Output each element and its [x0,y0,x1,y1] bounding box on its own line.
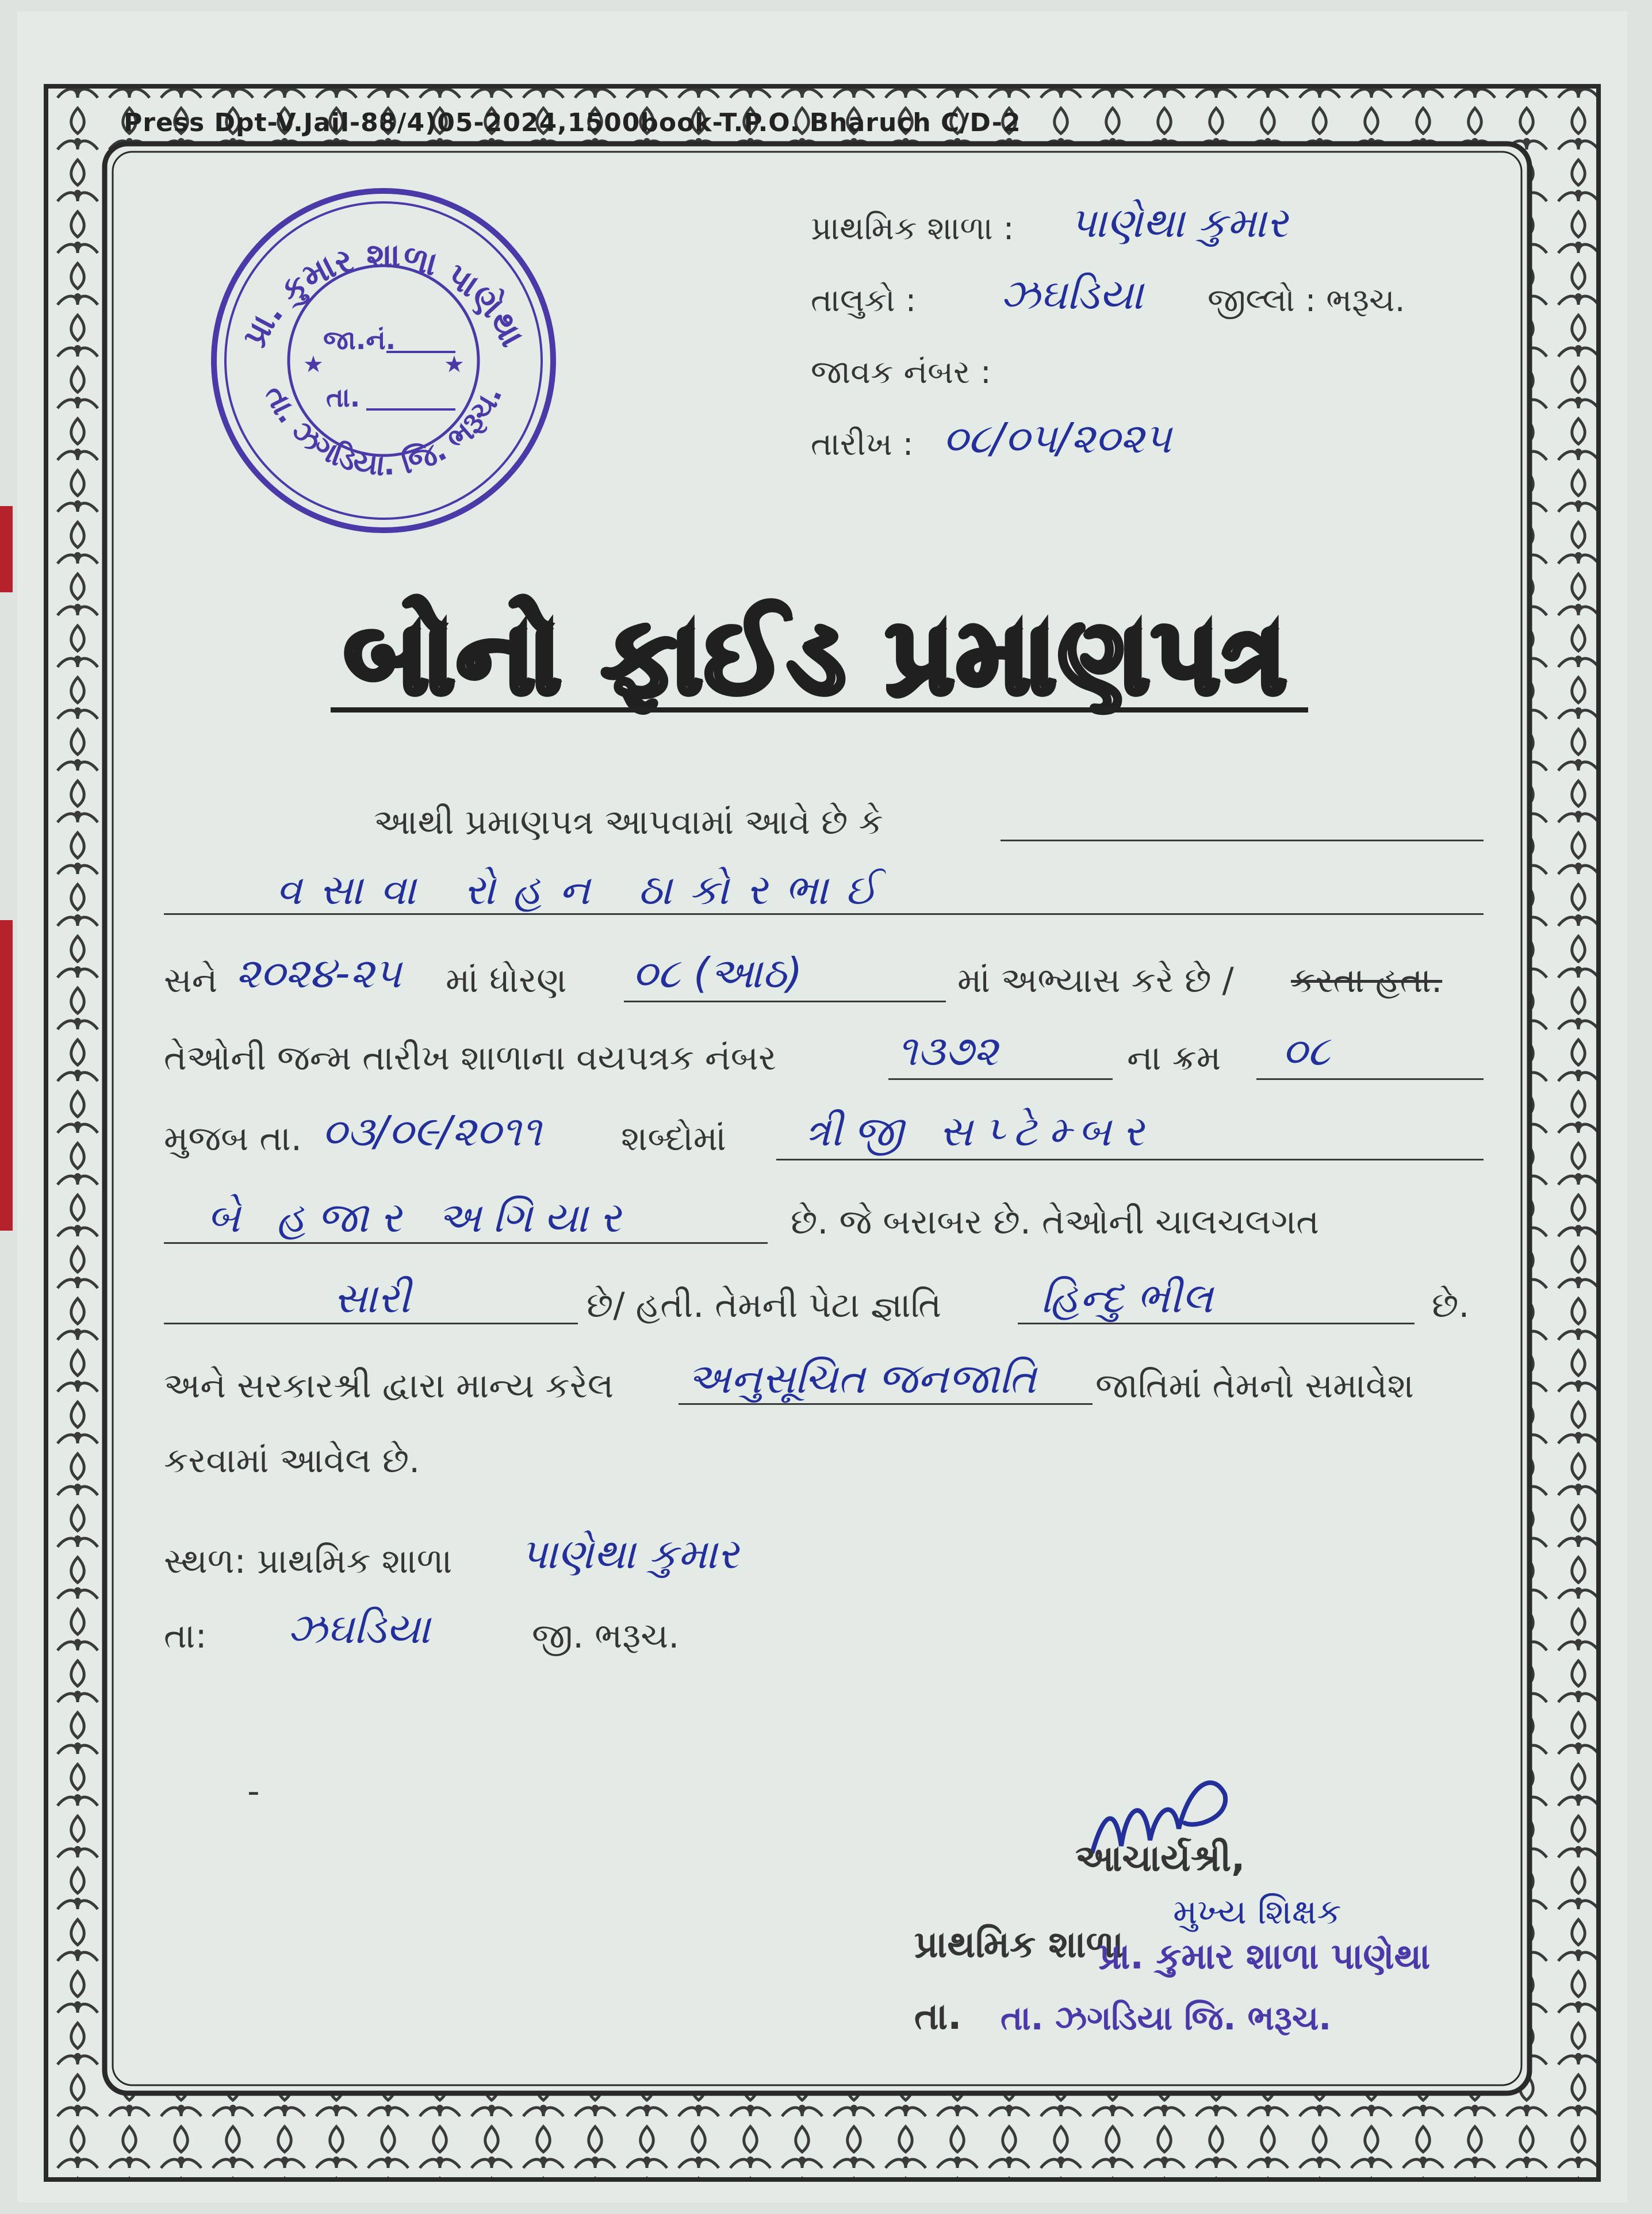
title-underline [331,707,1308,713]
dob-words-1: ત્રીજી સપ્ટેમ્બર [805,1107,1156,1155]
head-teacher-label: મુખ્ય શિક્ષક [1173,1892,1341,1932]
sign-school-stamp: પ્રા. કુમાર શાળા પાણેથા [1098,1935,1431,1977]
date-label: તારીખ : [811,426,914,463]
place-taluka-label: તા: [164,1616,207,1656]
place-taluka-value: ઝઘડિયા [288,1604,431,1653]
dob-value: ૦૩/૦૯/૨૦૧૧ [322,1107,542,1155]
seal-top-text: પ્રા. કુમાર શાળા પાણેથા [235,236,532,353]
stray-dash: - [247,1771,260,1811]
correct-text: છે. જે બરાબર છે. તેઓની ચાલચલગત [791,1202,1320,1242]
category-value: અનુસૂચિત જનજાતિ [687,1354,1037,1403]
sign-school-label: પ્રાથમિક શાળા [914,1924,1124,1966]
taluka-label: તાલુકો : [811,282,917,319]
mujab-label: મુજબ તા. [164,1119,302,1159]
seal-bottom-text: તા. ઝગડિયા. જિ. ભરૂચ. [257,380,509,483]
struck-text: કરતા હતા. [1291,960,1443,1001]
sign-ta-stamp: તા. ઝગડિયા જિ. ભરૂચ. [1001,1998,1332,2037]
outward-label: જાવક નંબર : [811,354,991,391]
school-seal [208,185,559,536]
final-line: કરવામાં આવેલ છે. [164,1441,420,1481]
std-label: માં ધોરણ [446,960,567,1001]
kram-label: ના ક્રમ [1127,1038,1221,1078]
district-label: જીલ્લો : ભરૂચ. [1208,282,1405,319]
study-text: માં અભ્યાસ કરે છે / [957,960,1234,1001]
year-prefix: સને [164,960,218,1001]
taluka-value: ઝઘડિયા [1001,270,1144,319]
dob-text: તેઓની જન્મ તારીખ શાળાના વયપત્રક નંબર [164,1038,776,1078]
place-value: પાણેથા કુમાર [520,1530,739,1578]
acharya-label: આચાર્યશ્રી, [1075,1837,1245,1880]
std-value: ૦૮ (આઠ) [633,949,803,997]
school-label: પ્રાથમિક શાળા : [811,210,1014,247]
date-value: ૦૮/૦૫/૨૦૨૫ [943,414,1172,462]
seal-star-icon: ★ [303,351,324,378]
year-value: ૨૦૨૪-૨૫ [236,949,402,997]
seal-star-icon: ★ [444,351,465,378]
title-text: બોનો ફાઈડ પ્રમાણપત્ર [344,595,1289,717]
in-words-label: શબ્દોમાં [621,1119,726,1159]
student-name: વસાવા રોહન ઠાકોરભાઈ [276,865,895,914]
place-label: સ્થળ: પ્રાથમિક શાળા [164,1541,453,1581]
register-no: ૧૩૭૨ [897,1026,998,1075]
subcaste-value: હિન્દુ ભીલ [1041,1274,1213,1322]
dob-words-2: બે હજાર અગિયાર [207,1193,633,1242]
subcaste-suffix: છે. [1432,1285,1470,1326]
body-line-1: આથી પ્રમાણપત્ર આપવામાં આવે છે કે [374,802,883,842]
conduct-suffix: છે/ હતી. તેમની પેટા જ્ઞાતિ [587,1285,942,1326]
conduct-value: સારી [334,1274,411,1322]
place-district: જી. ભરૂચ. [532,1616,680,1656]
press-line: Press Dpt-V.Jail-88/4)05-2024,1500book-T.P.O. Bharuch C/D-2 [124,108,1021,137]
seal-jan-label: જા.નં. [323,324,396,355]
sign-ta-label: તા. [914,1995,962,2038]
govt-suffix: જાતિમાં તેમનો સમાવેશ [1095,1366,1414,1406]
school-value: પાણેથા કુમાર [1070,198,1288,247]
certificate-title [322,595,1311,717]
kram-value: ૦૮ [1282,1026,1330,1075]
seal-date-label: તા. [326,382,361,413]
govt-prefix: અને સરકારશ્રી દ્વારા માન્ય કરેલ [164,1366,614,1406]
